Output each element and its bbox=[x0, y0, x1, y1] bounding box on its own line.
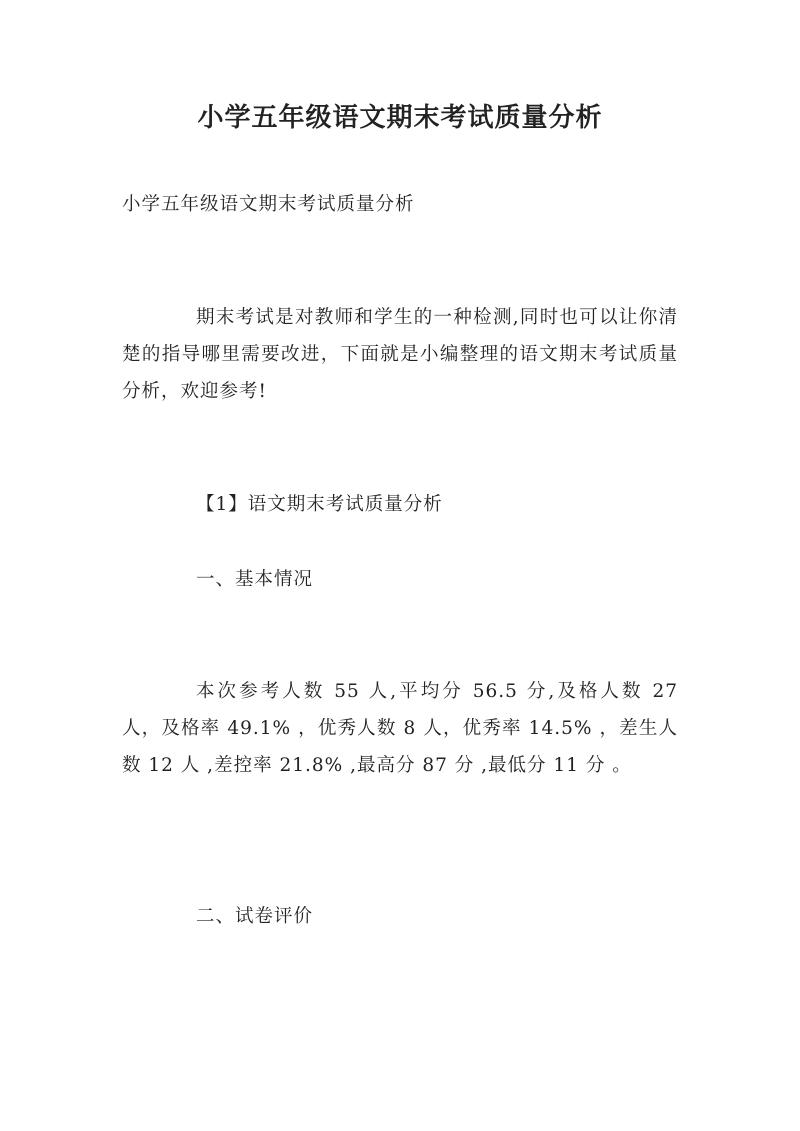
document-title: 小学五年级语文期末考试质量分析 bbox=[197, 103, 603, 133]
part-1-body: 本次参考人数 55 人,平均分 56.5 分,及格人数 27 人，及格率 49.1% ，优秀人数 8 人，优秀率 14.5% ，差生人数 12 人 ,差控率 21.8% ,最高分 87 分 ,最低分 11 分 。 bbox=[122, 681, 678, 776]
document-subtitle: 小学五年级语文期末考试质量分析 bbox=[122, 194, 415, 215]
part-1-heading: 一、基本情况 bbox=[196, 569, 314, 590]
part-2-heading: 二、试卷评价 bbox=[196, 906, 314, 927]
section-1-heading: 【1】语文期末考试质量分析 bbox=[196, 494, 443, 515]
intro-paragraph: 期末考试是对教师和学生的一种检测,同时也可以让你清楚的指导哪里需要改进，下面就是小编整理的语文期末考试质量分析，欢迎参考! bbox=[122, 307, 678, 402]
